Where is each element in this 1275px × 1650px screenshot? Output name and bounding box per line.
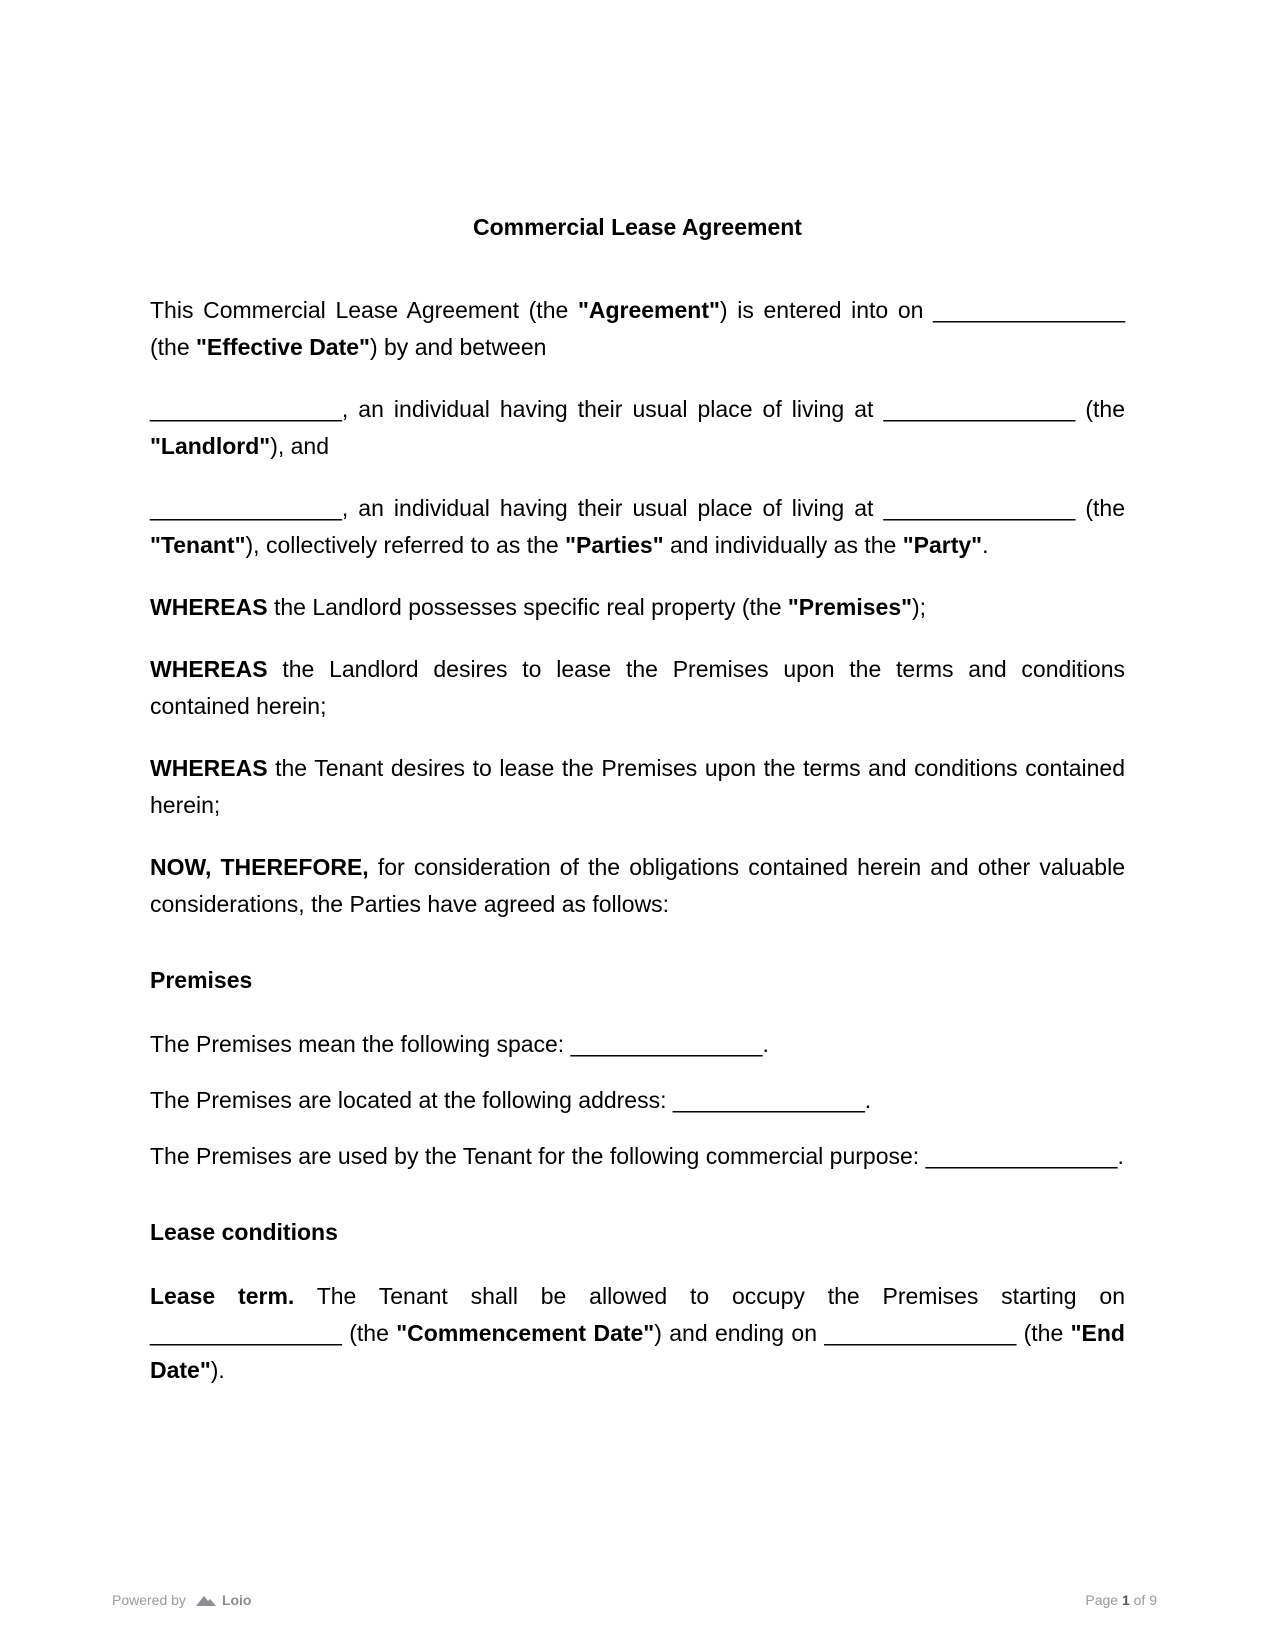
landlord-address-blank[interactable]: _______________: [883, 396, 1076, 422]
tenant-address-blank[interactable]: _______________: [883, 495, 1076, 521]
premises-address-paragraph: The Premises are located at the following address: _______________.: [150, 1087, 872, 1113]
lease-conditions-heading: Lease conditions: [150, 1219, 338, 1245]
premises-address-blank[interactable]: _______________: [672, 1087, 865, 1113]
landlord-name-blank[interactable]: _______________: [150, 396, 342, 422]
end-date-blank[interactable]: _______________: [824, 1320, 1017, 1346]
premises-space-blank[interactable]: _______________: [570, 1031, 763, 1057]
loio-mountain-icon: [196, 1594, 216, 1606]
current-page-number: 1: [1121, 1592, 1130, 1608]
tenant-name-blank[interactable]: _______________: [150, 495, 342, 521]
whereas-paragraph-2: WHEREAS the Landlord desires to lease the Premises upon the terms and conditions contained herein;: [150, 656, 1125, 719]
document-title: Commercial Lease Agreement: [473, 214, 802, 240]
premises-purpose-blank[interactable]: _______________: [925, 1143, 1118, 1169]
footer-powered-by: [112, 1592, 251, 1608]
intro-paragraph: This Commercial Lease Agreement (the "Agreement") is entered into on _______________ (the "Effective Date") by and between: [150, 297, 1125, 360]
whereas-paragraph-1: WHEREAS the Landlord possesses specific real property (the "Premises");: [150, 594, 927, 620]
document-body: [150, 292, 1125, 1414]
powered-by-label: Powered by: [112, 1592, 186, 1608]
lease-term-paragraph: Lease term. The Tenant shall be allowed to occupy the Premises starting on _______________ (the "Commencement Date") and ending on _______________ (the "End Date").: [150, 1283, 1125, 1383]
effective-date-blank[interactable]: _______________: [933, 297, 1125, 323]
now-therefore-paragraph: NOW, THEREFORE, for consideration of the obligations contained herein and other valuable considerations, the Parties have agreed as follows:: [150, 854, 1125, 917]
tenant-paragraph: _______________, an individual having their usual place of living at _______________ (the "Tenant"), collectively referred to as the "Parties" and individually as the "Party".: [150, 495, 1125, 558]
page-indicator: Page 1 of 9: [1085, 1592, 1157, 1608]
landlord-paragraph: _______________, an individual having their usual place of living at _______________ (the "Landlord"), and: [150, 396, 1125, 459]
commencement-date-blank[interactable]: _______________: [150, 1320, 342, 1346]
premises-purpose-paragraph: The Premises are used by the Tenant for the following commercial purpose: _______________.: [150, 1143, 1124, 1169]
whereas-paragraph-3: WHEREAS the Tenant desires to lease the Premises upon the terms and conditions contained herein;: [150, 755, 1125, 818]
loio-brand-label[interactable]: Loio: [221, 1592, 252, 1608]
premises-heading: Premises: [150, 967, 253, 993]
premises-space-paragraph: The Premises mean the following space: _______________.: [150, 1031, 769, 1057]
